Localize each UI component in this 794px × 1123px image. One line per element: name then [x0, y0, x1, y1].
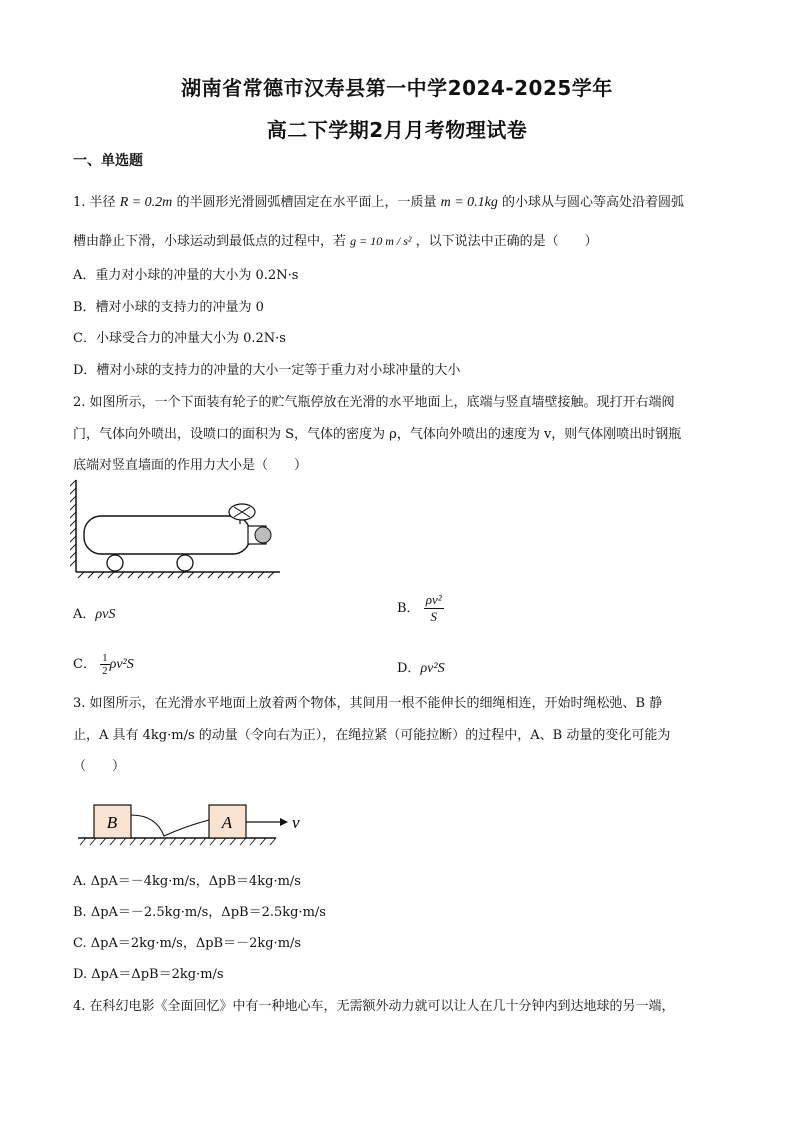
q2-option-c-numerator: 1: [102, 652, 108, 664]
q2-option-c-expr: ρv²S: [109, 657, 134, 672]
q1-text-b: 的半圆形光滑圆弧槽固定在水平面上，一质量: [176, 195, 437, 210]
velocity-label: v: [292, 813, 300, 832]
q2-option-b-label: B．: [397, 601, 420, 616]
q1-option-b: B．槽对小球的支持力的冲量为 0: [73, 300, 264, 315]
q2-option-a: [73, 603, 115, 623]
q1-text-e: ，以下说法中正确的是（ ）: [415, 234, 598, 249]
q2-option-c-fraction: [100, 652, 110, 677]
q2-option-b-numerator: ρv²: [425, 592, 442, 607]
q2-option-c-label: C．: [73, 657, 96, 672]
blocks-figure: [76, 800, 316, 850]
q4-line1: 4. 在科幻电影《全面回忆》中有一种地心车，无需额外动力就可以让人在几十分钟内到达地球的另一端，: [73, 999, 675, 1014]
q1-line1: [73, 191, 684, 211]
q1-mass: m = 0.1kg: [440, 195, 498, 210]
q1-text-a: 1. 半径: [73, 195, 116, 210]
q1-option-c: C．小球受合力的冲量大小为 0.2N·s: [73, 331, 286, 346]
q2-option-b: [397, 592, 444, 625]
q2-option-d-label: D．: [397, 661, 421, 676]
q2-option-a-label: A．: [73, 607, 96, 622]
q2-line1: 2. 如图所示，一个下面装有轮子的贮气瓶停放在光滑的水平地面上，底端与竖直墙壁接触。现打开右端阀: [73, 395, 675, 410]
q1-text-c: 的小球从与圆心等高处沿着圆弧: [502, 195, 685, 210]
block-a-label: A: [221, 813, 233, 832]
q2-option-b-denominator: S: [430, 609, 437, 624]
q1-radius: R = 0.2m: [119, 195, 173, 210]
page-title-line1: 湖南省常德市汉寿县第一中学2024-2025学年: [181, 76, 613, 100]
q3-option-b: B. ΔpA＝－2.5kg·m/s，ΔpB＝2.5kg·m/s: [73, 905, 326, 920]
q2-option-c-denominator: 2: [102, 665, 108, 677]
q2-option-a-expr: ρvS: [95, 607, 116, 622]
block-b-label: B: [106, 813, 118, 832]
q3-line2: 止，A 具有 4kg·m/s 的动量（令向右为正），在绳拉紧（可能拉断）的过程中，A、B 动量的变化可能为: [73, 728, 671, 743]
q3-line1: 3. 如图所示，在光滑水平地面上放着两个物体，其间用一根不能伸长的细绳相连，开始时绳松弛、B 静: [73, 696, 663, 711]
q2-option-d: [397, 657, 445, 677]
q1-option-d: D．槽对小球的支持力的冲量的大小一定等于重力对小球冲量的大小: [73, 363, 461, 378]
q2-line2: 门，气体向外喷出，设喷口的面积为 S，气体的密度为 ρ，气体向外喷出的速度为 v，则气体刚喷出时钢瓶: [73, 427, 682, 442]
gas-cylinder-figure: [70, 478, 285, 580]
q3-option-d: D. ΔpA＝ΔpB＝2kg·m/s: [73, 967, 224, 982]
q3-option-c: C. ΔpA＝2kg·m/s，ΔpB＝－2kg·m/s: [73, 936, 302, 951]
q1-option-a: A．重力对小球的冲量的大小为 0.2N·s: [73, 268, 299, 283]
q3-option-a: A. ΔpA＝－4kg·m/s，ΔpB＝4kg·m/s: [73, 874, 301, 889]
q3-line3: （ ）: [73, 759, 126, 774]
q1-gravity: g = 10 m / s²: [350, 234, 412, 248]
q2-option-c: [73, 652, 134, 677]
q1-line2: [73, 230, 598, 249]
section-heading: 一、单选题: [73, 153, 143, 169]
q2-option-d-expr: ρv²S: [420, 661, 445, 676]
page-title-line2: 高二下学期2月月考物理试卷: [266, 118, 528, 142]
q2-line3: 底端对竖直墙面的作用力大小是（ ）: [73, 458, 308, 473]
q1-text-d: 槽由静止下滑，小球运动到最低点的过程中，若: [73, 234, 347, 249]
q2-option-b-fraction: [424, 592, 444, 625]
